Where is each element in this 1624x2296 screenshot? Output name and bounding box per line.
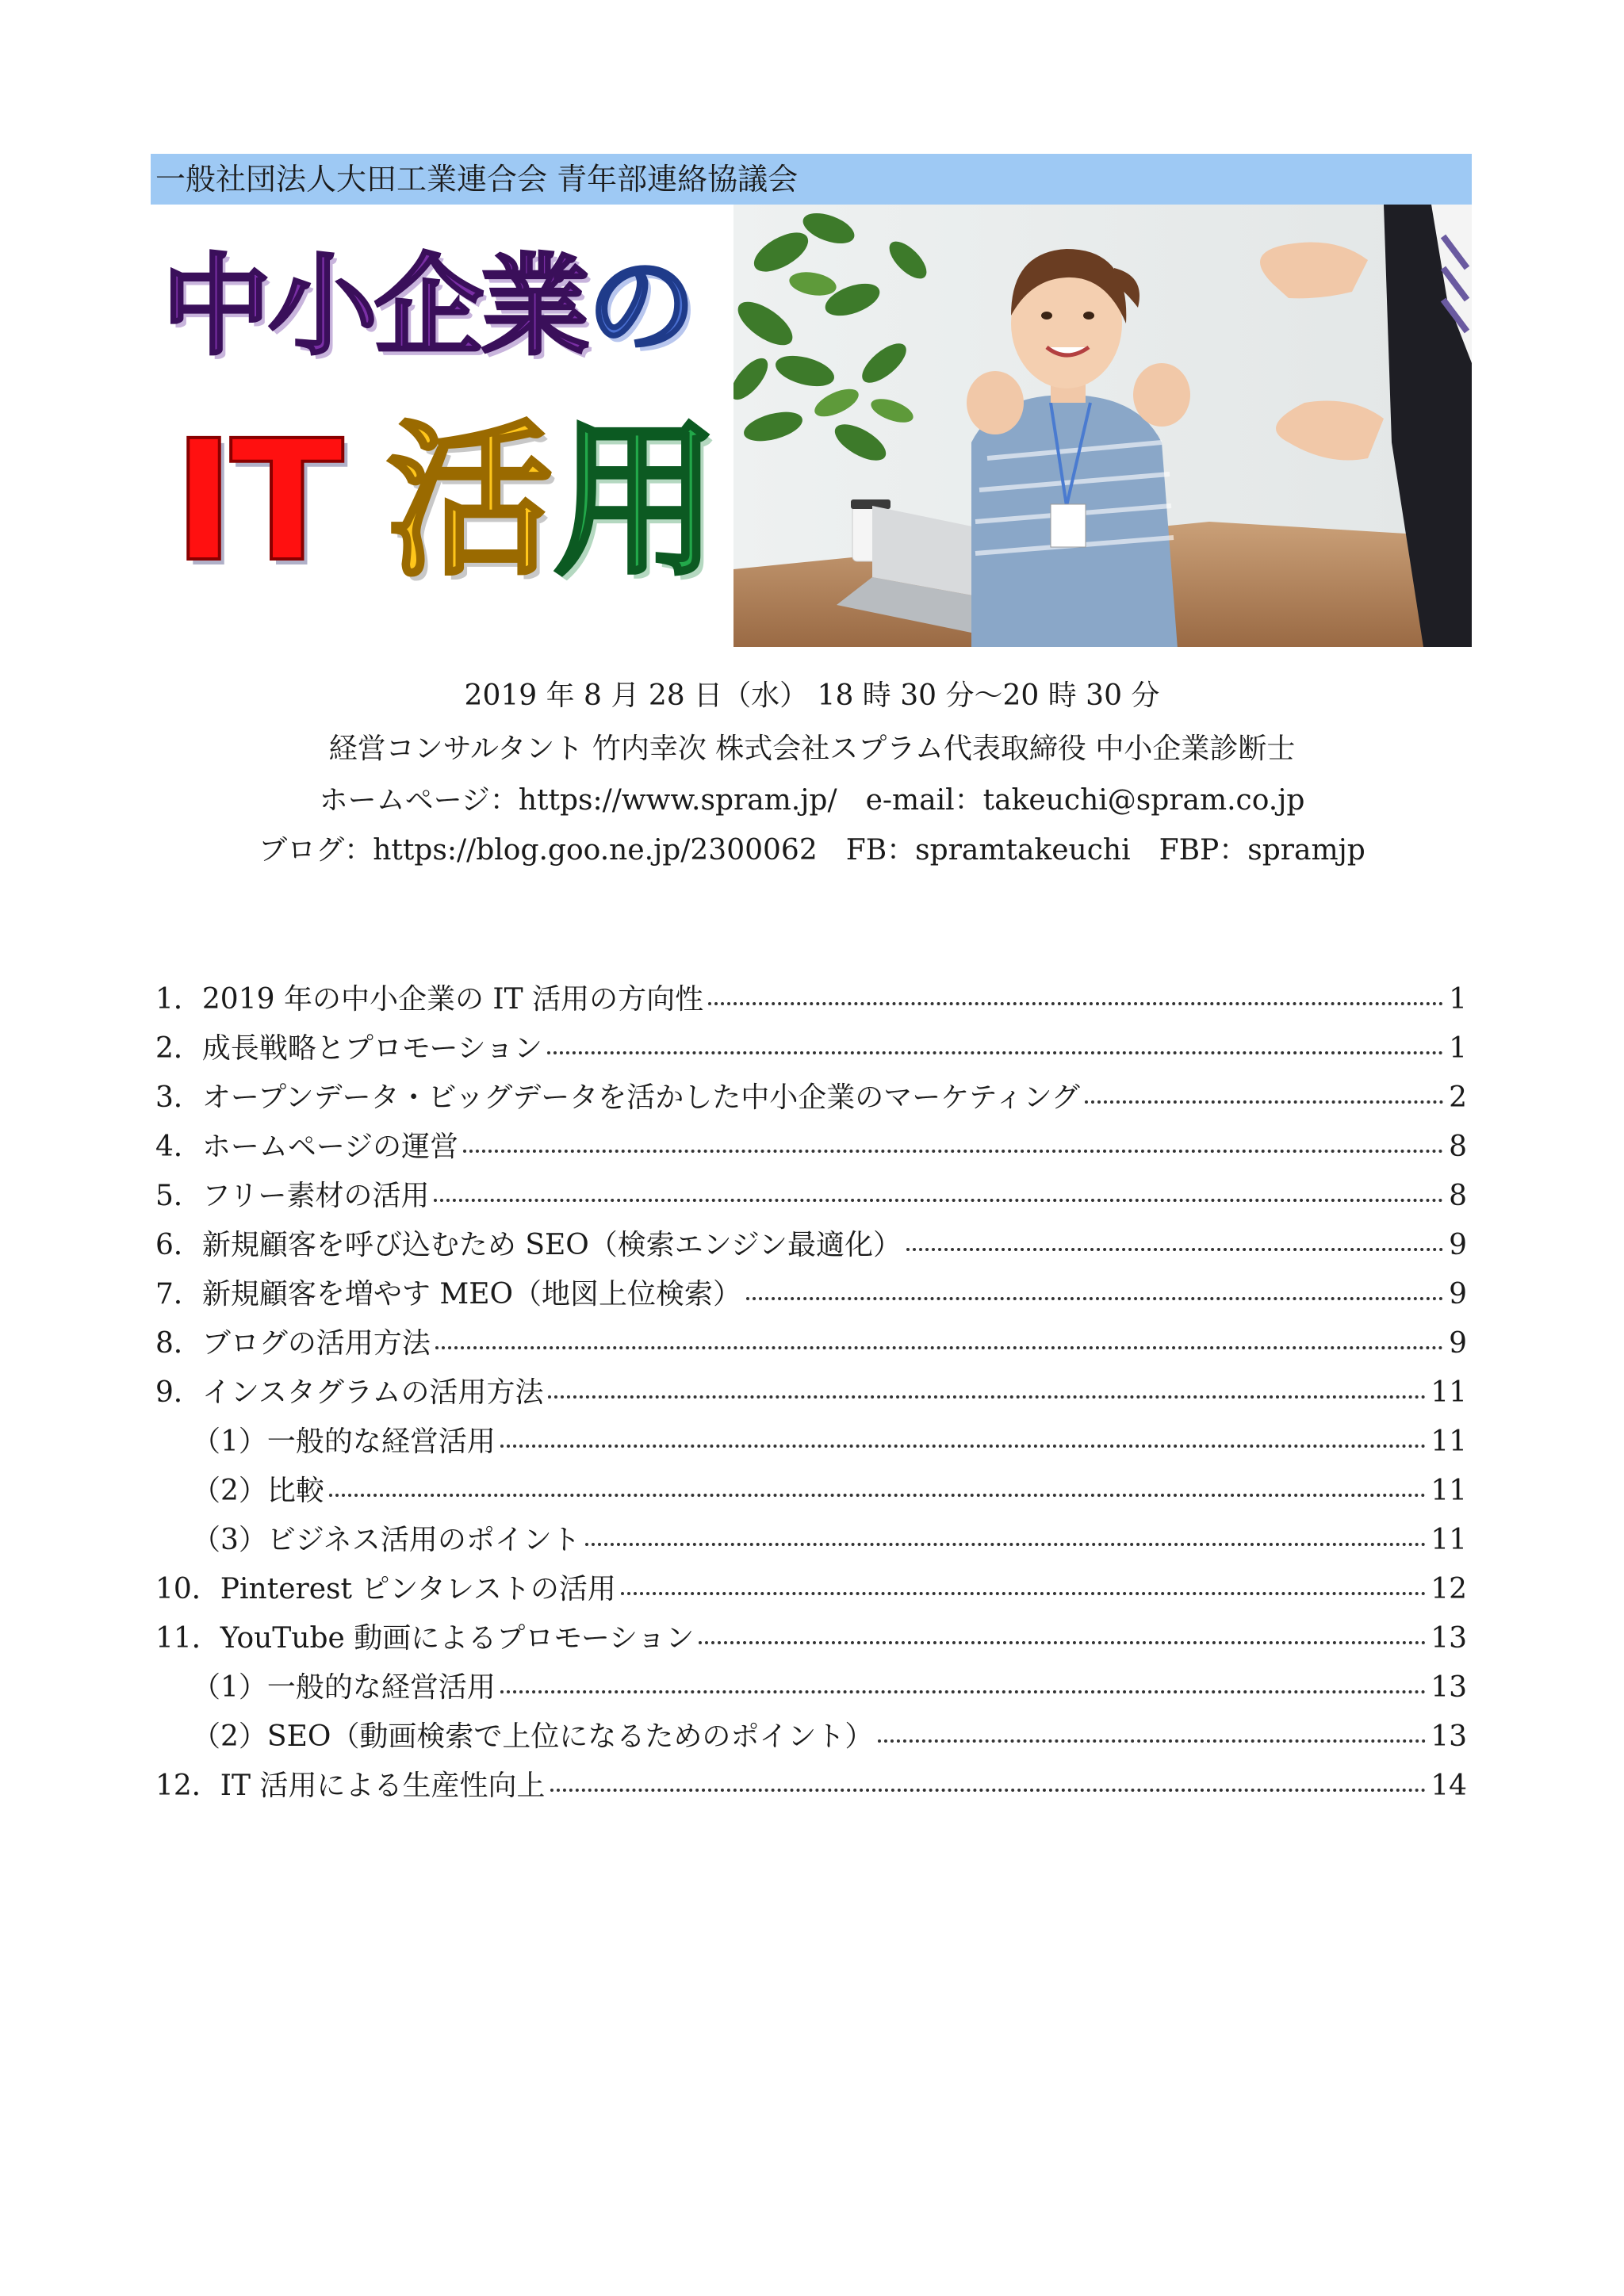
title-katsu: 活 (386, 404, 553, 599)
toc-entry-title: 3．オープンデータ・ビッグデータを活かした中小企業のマーケティング (155, 1081, 1080, 1114)
toc-leader-dots (500, 1445, 1426, 1448)
toc-page-number: 11 (1431, 1425, 1467, 1458)
title-you: 用 (553, 404, 720, 599)
toc-entry-title: 6．新規顧客を呼び込むため SEO（検索エンジン最適化） (155, 1229, 902, 1261)
toc-entry-title: 1．2019 年の中小企業の IT 活用の方向性 (155, 983, 704, 1016)
toc-entry[interactable] (155, 1370, 1467, 1419)
toc-entry-title: 7．新規顧客を増やす MEO（地図上位検索） (155, 1278, 742, 1311)
toc-page-number: 8 (1449, 1131, 1467, 1163)
toc-entry-title: （1）一般的な経営活用 (192, 1425, 496, 1458)
toc-page-number: 9 (1449, 1229, 1467, 1261)
toc-page-number: 13 (1431, 1720, 1467, 1753)
toc-leader-dots (878, 1739, 1426, 1743)
homepage-email: ホームページ：https://www.spram.jp/ e-mail：takeuchi@spram.co.jp (319, 784, 1305, 817)
toc-entry[interactable] (155, 1272, 1467, 1321)
toc-leader-dots (463, 1150, 1443, 1153)
toc-entry-title: 12．IT 活用による生産性向上 (155, 1770, 546, 1802)
toc-entry[interactable] (155, 1763, 1467, 1812)
event-datetime: 2019 年 8 月 28 日（水） 18 時 30 分～20 時 30 分 (464, 679, 1160, 712)
toc-page-number: 14 (1431, 1770, 1467, 1802)
toc-entry-title: 5．フリー素材の活用 (155, 1180, 430, 1212)
title-sme: 中小企業 (162, 243, 588, 370)
toc-entry-title: （3）ビジネス活用のポイント (192, 1524, 580, 1556)
toc-entry-title: 4．ホームページの運営 (155, 1131, 459, 1163)
toc-entry-title: （1）一般的な経営活用 (192, 1671, 496, 1704)
toc-leader-dots (1085, 1100, 1443, 1104)
toc-leader-dots (699, 1641, 1426, 1644)
toc-leader-dots (906, 1248, 1443, 1251)
toc-page-number: 1 (1449, 1032, 1467, 1065)
toc-entry-title: （2）SEO（動画検索で上位になるためのポイント） (192, 1720, 874, 1753)
toc-entry-title: 2．成長戦略とプロモーション (155, 1032, 543, 1065)
toc-entry[interactable] (155, 1173, 1467, 1223)
toc-entry[interactable] (155, 1517, 1467, 1567)
business-woman-photo (733, 205, 1472, 647)
toc-entry[interactable] (155, 1124, 1467, 1173)
toc-page-number: 13 (1431, 1671, 1467, 1704)
toc-page-number: 2 (1449, 1081, 1467, 1114)
toc-entry[interactable] (155, 1026, 1467, 1075)
toc-entry[interactable] (155, 1616, 1467, 1665)
toc-entry[interactable] (155, 1468, 1467, 1517)
title-banner (151, 205, 1472, 647)
toc-leader-dots (708, 1002, 1443, 1005)
toc-entry[interactable] (155, 1223, 1467, 1272)
toc-entry[interactable] (155, 1321, 1467, 1370)
toc-entry-title: 9．インスタグラムの活用方法 (155, 1376, 544, 1409)
toc-page-number: 9 (1449, 1278, 1467, 1311)
title-it: IT (173, 404, 339, 599)
toc-entry[interactable] (155, 1075, 1467, 1124)
toc-entry-title: 10．Pinterest ピンタレストの活用 (155, 1573, 616, 1605)
toc-entry[interactable] (155, 1665, 1467, 1714)
toc-entry[interactable] (155, 1567, 1467, 1616)
toc-entry[interactable] (155, 1714, 1467, 1763)
banner-title-line1 (162, 243, 694, 370)
toc-page-number: 11 (1431, 1376, 1467, 1409)
speaker-info: 経営コンサルタント 竹内幸次 株式会社スプラム代表取締役 中小企業診断士 (328, 733, 1296, 765)
toc-entry[interactable] (155, 977, 1467, 1026)
toc-leader-dots (585, 1543, 1426, 1546)
toc-page-number: 9 (1449, 1327, 1467, 1360)
toc-entry-title: （2）比較 (192, 1475, 324, 1507)
toc-entry-title: 11．YouTube 動画によるプロモーション (155, 1622, 695, 1655)
toc-page-number: 12 (1431, 1573, 1467, 1605)
toc-leader-dots (500, 1690, 1426, 1693)
banner-title-line2 (173, 404, 720, 599)
toc-leader-dots (746, 1297, 1443, 1300)
toc-entry[interactable] (155, 1419, 1467, 1468)
blog-facebook: ブログ：https://blog.goo.ne.jp/2300062 FB：spramtakeuchi FBP：spramjp (259, 834, 1365, 867)
toc-page-number: 11 (1431, 1524, 1467, 1556)
organization-header: 一般社団法人大田工業連合会 青年部連絡協議会 (151, 154, 1472, 205)
toc-page-number: 8 (1449, 1180, 1467, 1212)
toc-leader-dots (550, 1789, 1427, 1792)
toc-leader-dots (548, 1395, 1426, 1399)
table-of-contents (155, 977, 1467, 1812)
toc-leader-dots (434, 1199, 1443, 1202)
toc-entry-title: 8．ブログの活用方法 (155, 1327, 431, 1360)
toc-page-number: 1 (1449, 983, 1467, 1016)
toc-leader-dots (329, 1494, 1426, 1497)
toc-leader-dots (621, 1592, 1426, 1595)
toc-leader-dots (435, 1346, 1443, 1349)
toc-page-number: 13 (1431, 1622, 1467, 1655)
toc-leader-dots (547, 1051, 1443, 1054)
title-no: の (587, 243, 694, 370)
toc-page-number: 11 (1431, 1475, 1467, 1507)
